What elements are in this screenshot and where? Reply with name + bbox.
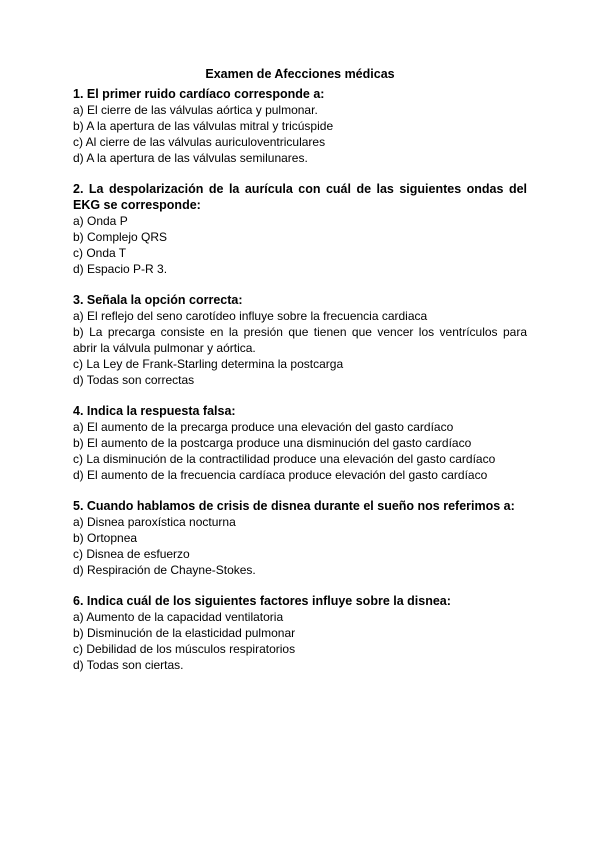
answer-option: d) Todas son ciertas. xyxy=(73,658,184,672)
answer-option: a) Aumento de la capacidad ventilatoria xyxy=(73,610,284,624)
exam-page xyxy=(73,66,527,673)
answer-option: b) El aumento de la postcarga produce una disminución del gasto cardíaco xyxy=(73,436,472,450)
question-text: 1. El primer ruido cardíaco corresponde a: xyxy=(73,87,325,101)
answer-option: a) El cierre de las válvulas aórtica y pulmonar. xyxy=(73,103,318,117)
question-text: 4. Indica la respuesta falsa: xyxy=(73,404,236,418)
question-text: 3. Señala la opción correcta: xyxy=(73,293,243,307)
answer-option: d) Respiración de Chayne-Stokes. xyxy=(73,563,256,577)
answer-option: d) El aumento de la frecuencia cardíaca produce elevación del gasto cardíaco xyxy=(73,468,488,482)
answer-option: b) Complejo QRS xyxy=(73,230,168,244)
answer-option: d) A la apertura de las válvulas semilunares. xyxy=(73,151,308,165)
answer-option: a) El reflejo del seno carotídeo influye sobre la frecuencia cardiaca xyxy=(73,309,428,323)
answer-option: b) Disminución de la elasticidad pulmonar xyxy=(73,626,296,640)
question-text: 5. Cuando hablamos de crisis de disnea durante el sueño nos referimos a: xyxy=(73,499,515,513)
question-text: 2. La despolarización de la aurícula con cuál de las siguientes ondas del EKG se corresponde: xyxy=(73,182,527,212)
answer-option: c) Onda T xyxy=(73,246,127,260)
answer-option: b) A la apertura de las válvulas mitral y tricúspide xyxy=(73,119,334,133)
answer-option: a) El aumento de la precarga produce una elevación del gasto cardíaco xyxy=(73,420,454,434)
answer-option: b) La precarga consiste en la presión que tienen que vencer los ventrículos para abrir la válvula pulmonar y aórtica. xyxy=(73,325,527,355)
answer-option: c) Disnea de esfuerzo xyxy=(73,547,190,561)
answer-option: c) Debilidad de los músculos respiratorios xyxy=(73,642,296,656)
answer-option: a) Onda P xyxy=(73,214,128,228)
question-5 xyxy=(73,498,527,578)
answer-option: c) Al cierre de las válvulas auriculoventriculares xyxy=(73,135,326,149)
question-3 xyxy=(73,292,527,388)
question-6 xyxy=(73,593,527,673)
answer-option: d) Espacio P-R 3. xyxy=(73,262,168,276)
answer-option: c) La disminución de la contractilidad produce una elevación del gasto cardíaco xyxy=(73,452,496,466)
question-text: 6. Indica cuál de los siguientes factores influye sobre la disnea: xyxy=(73,594,451,608)
answer-option: c) La Ley de Frank-Starling determina la postcarga xyxy=(73,357,344,371)
answer-option: b) Ortopnea xyxy=(73,531,138,545)
question-1 xyxy=(73,86,527,166)
question-2 xyxy=(73,181,527,277)
answer-option: d) Todas son correctas xyxy=(73,373,195,387)
question-4 xyxy=(73,403,527,483)
answer-option: a) Disnea paroxística nocturna xyxy=(73,515,236,529)
page-title: Examen de Afecciones médicas xyxy=(205,67,395,81)
